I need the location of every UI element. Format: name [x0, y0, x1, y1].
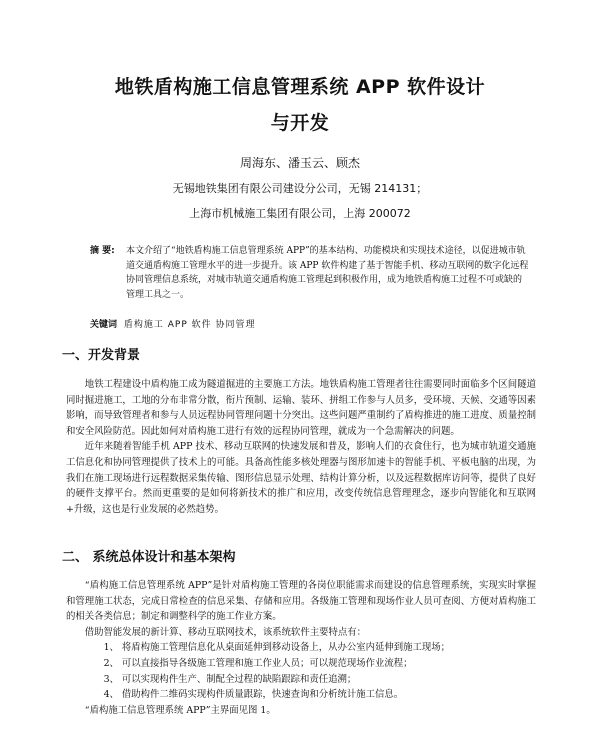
list-item: 1、 将盾构施工管理信息化从桌面延伸到移动设备上，从办公室内延伸到施工现场；: [103, 642, 451, 654]
paper-title-line-2: 与开发: [270, 112, 330, 134]
paragraph: 近年来随着智能手机 APP 技术、移动互联网的快速发展和普及，影响人们的衣食住行，也为城市轨道交通施工信息化和协同管理提供了技术上的可能。具备高性能多核处理器与图形加速卡的智能手机、平板电脑的出现，为我们在施工现场进行远程数据采集传输、图形信息显示处理、结构计算分析，以及远程数据库访问等，提供了良好的硬件支撑平台。然而更重要的是如何将新技术的推广和应用，改变传统信息管理理念，逐步向智能化和互联网+升级，这也是行业发展的必然趋势。: [66, 441, 536, 515]
authors: 周海东、潘玉云、顾杰: [239, 156, 360, 170]
abstract-text: 本文介绍了“地铁盾构施工信息管理系统 APP”的基本结构、功能模块和实现技术途径，以促进城市轨道交通盾构施工管理水平的进一步提升。该 APP 软件构建了基于智能手机、移动互联网的数字化远程协同管理信息系统，对城市轨道交通盾构施工管理起到积极作用，成为地铁盾构施工过程不可或缺的管理工具之一。: [126, 246, 529, 300]
paper-title-line-1: 地铁盾构施工信息管理系统 APP 软件设计: [114, 76, 486, 98]
section-heading-architecture: 二、 系统总体设计和基本架构: [62, 550, 236, 565]
keywords-label: 关键词: [90, 320, 118, 330]
paragraph: “盾构施工信息管理系统 APP”是针对盾构施工管理的各岗位职能需求而建设的信息管理系统，实现实时掌握和管理施工状态，完成日常检查的信息采集、存储和应用。各级施工管理和现场作业人员可查阅、方便对盾构施工的相关各类信息；制定和调整科学的施工作业方案。: [66, 580, 536, 623]
section-heading-background: 一、开发背景: [62, 348, 141, 363]
list-item: 2、 可以直接指导各级施工管理和施工作业人员；可以规范现场作业流程；: [103, 657, 413, 669]
list-item: 3、 可以实现构件生产、制配全过程的缺陷跟踪和责任追溯；: [103, 673, 357, 685]
keywords: [90, 317, 530, 330]
affiliation-2: 上海市机械施工集团有限公司，上海 200072: [189, 207, 411, 220]
section-body-background: [66, 377, 536, 517]
section-body-architecture: [66, 578, 536, 718]
paragraph: “盾构施工信息管理系统 APP”主界面见图 1。: [84, 704, 276, 716]
keywords-value: 盾构施工 APP 软件 协同管理: [123, 320, 256, 330]
paragraph: 地铁工程建设中盾构施工成为隧道掘进的主要施工方法。地铁盾构施工管理者往往需要同时面临多个区间隧道同时掘进施工，工地的分布非常分散，衔片预制、运输、装环、拼组工作参与人员多，受环境、天候、交通等因素影响，而导致管理者和参与人员远程协同管理问题十分突出。这些问题严重制约了盾构推进的施工进度、质量控制和安全风险防范。因此如何对盾构施工进行有效的远程协同管理，就成为一个急需解决的问题。: [66, 379, 536, 437]
affiliation-1: 无锡地铁集团有限公司建设分公司，无锡 214131；: [172, 182, 428, 195]
list-item: 4、 借助构件二维码实现构件质量跟踪，快速查询和分析统计施工信息。: [103, 689, 404, 701]
paragraph: 借助智能发展的新计算、移动互联网技术，该系统软件主要特点有：: [84, 626, 367, 638]
abstract-label: 摘 要:: [90, 246, 115, 256]
abstract: [90, 244, 530, 302]
